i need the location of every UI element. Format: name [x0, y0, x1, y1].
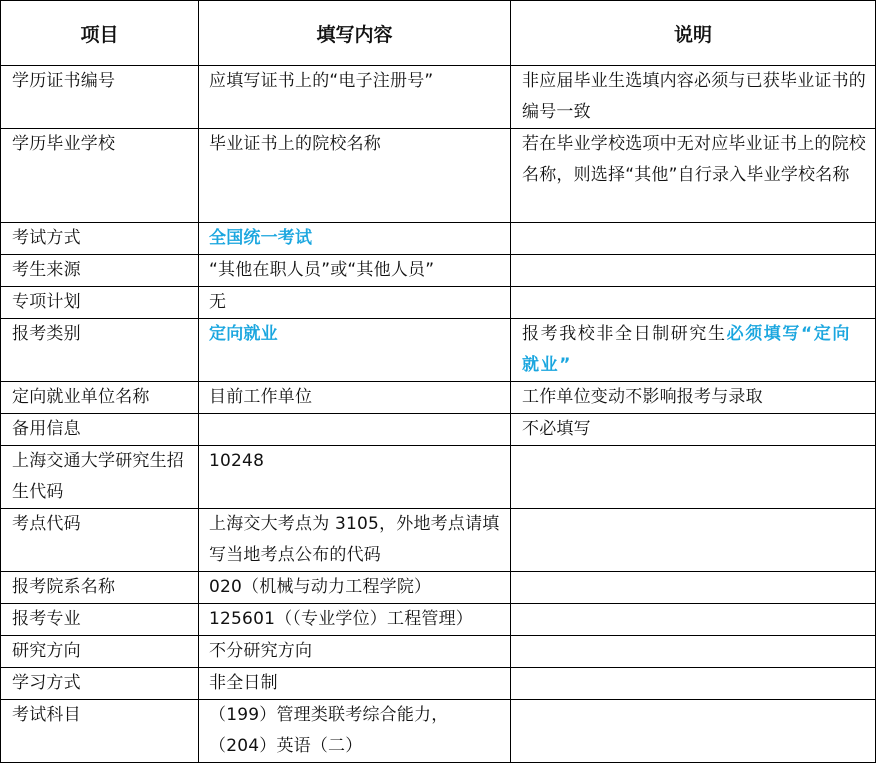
- row-item: 学历毕业学校: [1, 129, 199, 223]
- row-note: [511, 572, 876, 604]
- row-content: 125601（（专业学位）工程管理）: [199, 604, 511, 636]
- row-item: 报考院系名称: [1, 572, 199, 604]
- table-row: [1, 414, 876, 446]
- table-row: [1, 604, 876, 636]
- row-note: [511, 700, 876, 763]
- row-content: 定向就业: [199, 319, 511, 382]
- row-note: [511, 223, 876, 255]
- row-item: 研究方向: [1, 636, 199, 668]
- note-highlight: 必须填写“定向就业”: [522, 324, 851, 375]
- row-note: [511, 636, 876, 668]
- table-row: [1, 255, 876, 287]
- table-row: [1, 319, 876, 382]
- row-note: [511, 509, 876, 572]
- table-row: [1, 572, 876, 604]
- content-line: （199）管理类联考综合能力，: [209, 705, 449, 725]
- row-content: [199, 414, 511, 446]
- table-row: [1, 129, 876, 223]
- row-item: 考试方式: [1, 223, 199, 255]
- table-row: [1, 509, 876, 572]
- table-row: [1, 446, 876, 509]
- row-item: 备用信息: [1, 414, 199, 446]
- row-content: “其他在职人员”或“其他人员”: [199, 255, 511, 287]
- row-note: [511, 319, 876, 382]
- content-line: （204）英语（二）: [209, 736, 363, 756]
- table-row: [1, 66, 876, 129]
- row-content: 目前工作单位: [199, 382, 511, 414]
- row-item: 考点代码: [1, 509, 199, 572]
- row-content: 上海交大考点为 3105，外地考点请填写当地考点公布的代码: [199, 509, 511, 572]
- row-content: [199, 700, 511, 763]
- row-content: 不分研究方向: [199, 636, 511, 668]
- row-note: [511, 255, 876, 287]
- row-item: 学历证书编号: [1, 66, 199, 129]
- row-note: 不必填写: [511, 414, 876, 446]
- row-item: 报考类别: [1, 319, 199, 382]
- row-content: 10248: [199, 446, 511, 509]
- table-row: [1, 668, 876, 700]
- row-item: 学习方式: [1, 668, 199, 700]
- row-item: 考生来源: [1, 255, 199, 287]
- row-item: 定向就业单位名称: [1, 382, 199, 414]
- table-row: [1, 636, 876, 668]
- row-note: 工作单位变动不影响报考与录取: [511, 382, 876, 414]
- row-item: 专项计划: [1, 287, 199, 319]
- row-note: 若在毕业学校选项中无对应毕业证书上的院校名称，则选择“其他”自行录入毕业学校名称: [511, 129, 876, 223]
- row-note: [511, 668, 876, 700]
- row-item: 报考专业: [1, 604, 199, 636]
- row-note: 非应届毕业生选填内容必须与已获毕业证书的编号一致: [511, 66, 876, 129]
- header-note: 说明: [511, 1, 876, 66]
- row-content: 全国统一考试: [199, 223, 511, 255]
- row-item: 上海交通大学研究生招生代码: [1, 446, 199, 509]
- row-content: 020（机械与动力工程学院）: [199, 572, 511, 604]
- row-note: [511, 287, 876, 319]
- row-note: [511, 604, 876, 636]
- row-content: 无: [199, 287, 511, 319]
- row-content: 毕业证书上的院校名称: [199, 129, 511, 223]
- header-item: 项目: [1, 1, 199, 66]
- table-row: [1, 382, 876, 414]
- table-row: [1, 223, 876, 255]
- row-item: 考试科目: [1, 700, 199, 763]
- row-content: 非全日制: [199, 668, 511, 700]
- table-header-row: [1, 1, 876, 66]
- row-note: [511, 446, 876, 509]
- table-row: [1, 700, 876, 763]
- note-text: 报考我校非全日制研究生: [522, 324, 727, 344]
- header-content: 填写内容: [199, 1, 511, 66]
- row-content: 应填写证书上的“电子注册号”: [199, 66, 511, 129]
- table-row: [1, 287, 876, 319]
